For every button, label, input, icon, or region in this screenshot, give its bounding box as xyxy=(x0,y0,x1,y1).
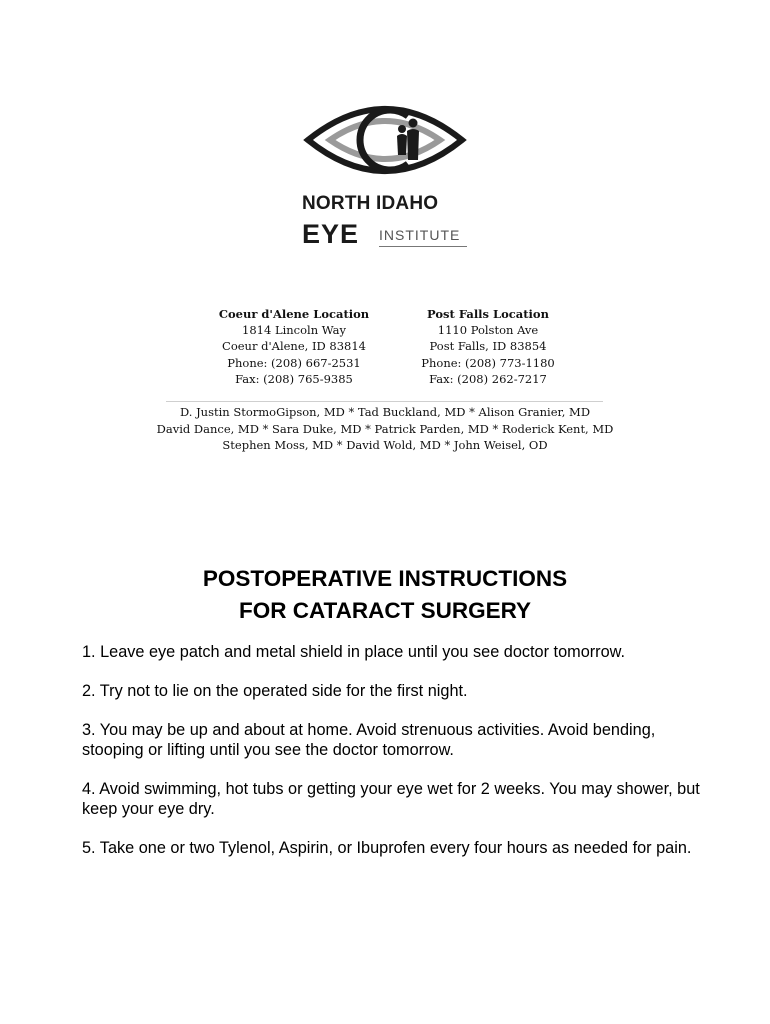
header-divider xyxy=(166,401,603,402)
title-line-1: POSTOPERATIVE INSTRUCTIONS xyxy=(202,566,568,591)
location-street: 1110 Polston Ave xyxy=(437,323,539,338)
brand-divider xyxy=(379,246,467,247)
location-post-falls xyxy=(373,306,603,387)
title-line-2: FOR CATARACT SURGERY xyxy=(238,598,532,623)
location-fax: Fax: (208) 765-9385 xyxy=(235,371,353,386)
location-street: 1814 Lincoln Way xyxy=(242,323,346,338)
location-city: Post Falls, ID 83854 xyxy=(429,339,547,354)
instruction-item: 5. Take one or two Tylenol, Aspirin, or Ibuprofen every four hours as needed for pain. xyxy=(82,839,692,857)
location-phone: Phone: (208) 773-1180 xyxy=(421,355,555,370)
instruction-list xyxy=(82,642,702,877)
doctor-line: David Dance, MD * Sara Duke, MD * Patrick Parden, MD * Roderick Kent, MD xyxy=(156,421,614,436)
location-fax: Fax: (208) 262-7217 xyxy=(429,371,547,386)
location-title: Coeur d'Alene Location xyxy=(218,307,370,321)
location-title: Post Falls Location xyxy=(427,307,549,321)
doctor-line: Stephen Moss, MD * David Wold, MD * John Weisel, OD xyxy=(222,438,548,452)
doctor-line: D. Justin StormoGipson, MD * Tad Buckland, MD * Alison Granier, MD xyxy=(179,405,591,419)
instruction-item: 3. You may be up and about at home. Avoid strenuous activities. Avoid bending, stooping or lifting until you see the doctor tomorrow. xyxy=(82,721,656,759)
instruction-item: 2. Try not to lie on the operated side for the first night. xyxy=(82,682,468,700)
brand-name: NORTH IDAHO xyxy=(302,193,439,214)
brand-institute-word: INSTITUTE xyxy=(379,227,461,243)
doctor-list xyxy=(120,404,650,454)
instruction-item: 1. Leave eye patch and metal shield in place until you see doctor tomorrow. xyxy=(82,643,626,661)
brand-subtitle xyxy=(302,219,472,251)
location-phone: Phone: (208) 667-2531 xyxy=(227,355,361,370)
page-title xyxy=(0,563,770,627)
brand-eye-word: EYE xyxy=(302,219,360,249)
instruction-item: 4. Avoid swimming, hot tubs or getting your eye wet for 2 weeks. You may shower, but keep your eye dry. xyxy=(82,780,700,818)
location-city: Coeur d'Alene, ID 83814 xyxy=(222,339,366,354)
